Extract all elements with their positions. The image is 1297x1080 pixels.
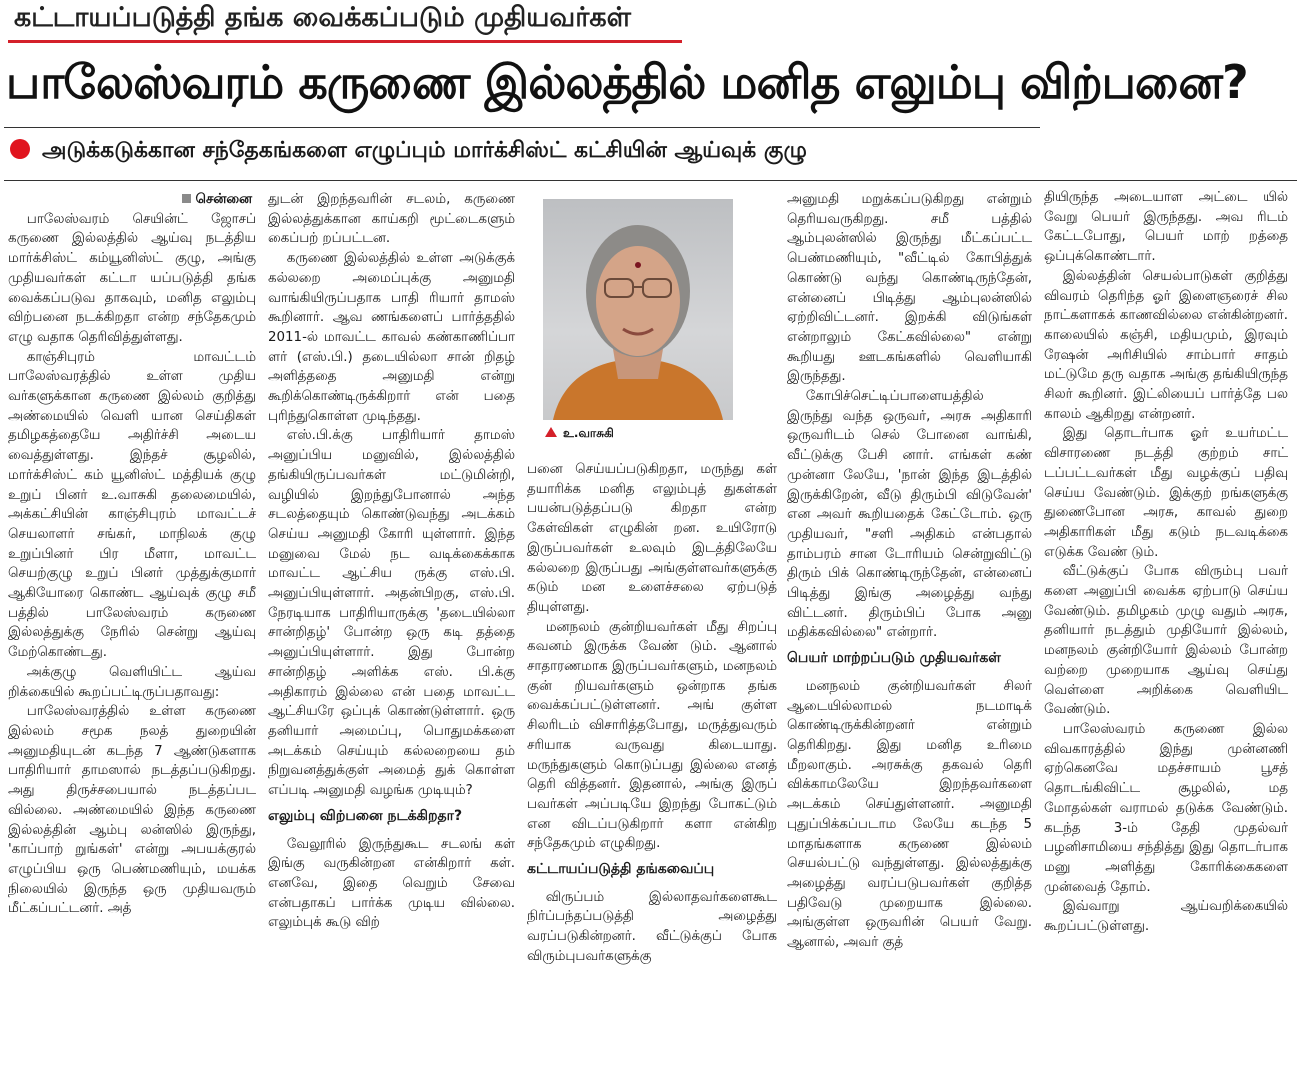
subheadline xyxy=(10,138,1050,178)
paragraph: மனநலம் குன்றியவர்கள் சிலர் ஆடையில்லாமல் நடமாடிக் கொண்டிருக்கின்றனர் என்றும் தெரிகிறது. இது மனித உரிமை மீறலாகும். அரசுக்கு தகவல் தெரி விக்காமலேயே இறந்தவர்களை அடக்கம் செய்துள்ளனர். அனுமதி புதுப்பிக்கப்படாம லேயே கடந்த 5 மாதங்களாக கருணை இல்லம் செயல்பட்டு வந்துள்ளது. இல்லத்துக்கு அழைத்து வரப்படுபவர்கள் குறித்த பதிவேடு முறையாக இல்லை. அங்குள்ள ஒருவரின் பெயர் வேறு. ஆனால், அவர் குத் xyxy=(787,678,1032,951)
paragraph: பனை செய்யப்படுகிறதா, மருந்து கள் தயாரிக்க மனித எலும்புத் துகள்கள் பயன்படுத்தப்படு கிறதா என்ற கேள்விகள் எழுகின் றன. உயிரோடு இருப்பவர்கள் உலவும் இடத்திலேயே கல்லறை இருப்பது அங்குள்ளவர்களுக்கு கடும் மன உளைச்சலை ஏற்படுத் தியுள்ளது. xyxy=(527,462,777,615)
subheadline-rule xyxy=(4,180,1297,181)
main-headline: பாலேஸ்வரம் கருணை இல்லத்தில் மனித எலும்பு விற்பனை? xyxy=(6,55,1248,109)
photo-caption-text: உ.வாசுகி xyxy=(563,426,614,440)
subheadline-text: அடுக்கடுக்கான சந்தேகங்களை எழுப்பும் மார்க்சிஸ்ட் கட்சியின் ஆய்வுக் குழு xyxy=(42,138,807,163)
paragraph: விருப்பம் இல்லாதவர்களைகூட நிர்ப்பந்தப்படுத்தி அழைத்து வரப்படுகின்றனர். வீட்டுக்குப் போக விரும்புபவர்களுக்கு xyxy=(527,889,777,964)
paragraph: துடன் இறந்தவரின் சடலம், கருணை இல்லத்துக்கான காய்கறி மூட்டைகளும் கைப்பற் றப்பட்டன. xyxy=(268,192,515,247)
kicker-underline xyxy=(8,40,682,43)
portrait-illustration xyxy=(543,199,733,420)
portrait-photo xyxy=(543,199,733,420)
paragraph: இவ்வாறு ஆய்வறிக்கையில் கூறப்பட்டுள்ளது. xyxy=(1044,899,1288,935)
column-1 xyxy=(8,190,256,1074)
column-5 xyxy=(1044,188,1288,1076)
paragraph: கருணை இல்லத்தில் உள்ள அடுக்குக் கல்லறை அமைப்புக்கு அனுமதி வாங்கியிருப்பதாக பாதி ரியார் தாமஸ் கூறினார். ஆவ ணங்களைப் பார்த்ததில் 2011-ல் மாவட்ட காவல் கண்காணிப்பா ளர் (எஸ்.பி.) தடையில்லா சான் றிதழ் அளித்ததை அனுமதி என்று கூறிக்கொண்டிருக்கிறார் என் பதை புரிந்துகொள்ள முடிந்தது. xyxy=(268,251,515,424)
paragraph: வீட்டுக்குப் போக விரும்பு பவர் களை அனுப்பி வைக்க ஏற்பாடு செய்ய வேண்டும். தமிழகம் முழு வதும் அரசு, தனியார் நடத்தும் முதியோர் இல்லம், மனநலம் குன்றியோர் இல்லம் போன்ற வற்றை முறையாக ஆய்வு செய்து வெள்ளை அறிக்கை வெளியிட வேண்டும். xyxy=(1044,564,1288,718)
dateline xyxy=(8,190,252,210)
triangle-bullet-icon xyxy=(545,427,557,437)
paragraph: காஞ்சிபுரம் மாவட்டம் பாலேஸ்வரத்தில் உள்ள முதிய வர்களுக்கான கருணை இல்லம் குறித்து அண்மையில் வெளி யான செய்திகள் தமிழகத்தையே அதிர்ச்சி அடைய வைத்துள்ளது. இந்தச் சூழலில், மார்க்சிஸ்ட் கம் யூனிஸ்ட் மத்தியக் குழு உறுப் பினர் உ.வாசுகி தலைமையில், அக்கட்சியின் காஞ்சிபுரம் மாவட்டச் செயலாளர் சங்கர், மாநிலக் குழு உறுப்பினர் பிர மீளா, மாவட்ட செயற்குழு உறுப் பினர் முத்துக்குமார் ஆகியோரை கொண்ட ஆய்வுக் குழு சமீ பத்தில் பாலேஸ்வரம் கருணை இல்லத்துக்கு நேரில் சென்று ஆய்வு மேற்கொண்டது. xyxy=(8,349,256,661)
column-3 xyxy=(527,460,777,1074)
headline-rule xyxy=(4,127,1040,128)
paragraph: பாலேஸ்வரத்தில் உள்ள கருணை இல்லம் சமூக நலத் துறையின் அனுமதியுடன் கடந்த 7 ஆண்டுகளாக பாதிரியார் தாமஸால் நடத்தப்படுகிறது. அது திருச்சபையால் நடத்தப்பட வில்லை. அண்மையில் இந்த கருணை இல்லத்தின் ஆம்பு லன்ஸில் இருந்து, 'காப்பாற் றுங்கள்' என்று அபயக்குரல் எழுப்பிய ஒரு பெண்மணியும், மயக்க நிலையில் இருந்த ஒரு முதியவரும் மீட்கப்பட்டனர். அத் xyxy=(8,704,256,917)
dateline-text: சென்னை xyxy=(195,192,252,207)
column-4 xyxy=(787,190,1032,1074)
section-heading: பெயர் மாற்றப்படும் முதியவர்கள் xyxy=(787,650,1001,667)
column-2 xyxy=(268,190,515,1074)
paragraph: மனநலம் குன்றியவர்கள் மீது சிறப்பு கவனம் இருக்க வேண் டும். ஆனால் சாதாரணமாக இருப்பவர்களும், மனநலம் குன் றியவர்களும் ஒன்றாக தங்க வைக்கப்பட்டுள்ளனர். அங் குள்ள சிலரிடம் விசாரித்தபோது, மருத்துவரும் சரியாக வருவது கிடையாது. மருந்துகளும் கொடுப்பது இல்லை எனத் தெரி வித்தனர். இதனால், அங்கு இருப் பவர்கள் அப்படியே இறந்து போகட்டும் என விடப்படுகிறார் களா என்கிற சந்தேகமும் எழுகிறது. xyxy=(527,619,777,852)
paragraph: அனுமதி மறுக்கப்படுகிறது என்றும் தெரியவருகிறது. சமீ பத்தில் ஆம்புலன்ஸில் இருந்து மீட்கப்பட்ட பெண்மணியும், "வீட்டில் கோபித்துக் கொண்டு வந்து கொண்டிருந்தேன், என்னைப் பிடித்து ஆம்புலன்ஸில் ஏற்றிவிட்டனர். இறக்கி விடுங்கள் என்றாலும் கேட்கவில்லை" என்று கூறியது ஊடகங்களில் வெளியாகி இருந்தது. xyxy=(787,192,1032,385)
paragraph: கோபிச்செட்டிப்பாளையத்தில் இருந்து வந்த ஒருவர், அரசு அதிகாரி ஒருவரிடம் செல் போனை வாங்கி, வீட்டுக்கு பேசி னார். எங்கள் கண் முன்னா லேயே, 'நான் இந்த இடத்தில் இருக்கிறேன், வீடு திரும்பி விடுவேன்' என அவர் கூறியதைக் கேட்டோம். ஒரு முதியவர், "சளி அதிகம் என்பதால் தாம்பரம் சான டோரியம் சென்றுவிட்டு திரும் பிக் கொண்டிருந்தேன், என்னைப் பிடித்து இங்கு அழைத்து வந்து விட்டனர். திரும்பிப் போக அனு மதிக்கவில்லை" என்றார். xyxy=(787,389,1032,641)
kicker-headline: கட்டாயப்படுத்தி தங்க வைக்கப்படும் முதியவர்கள் xyxy=(14,2,631,33)
section-heading: எலும்பு விற்பனை நடக்கிறதா? xyxy=(268,807,463,824)
paragraph: தியிருந்த அடையாள அட்டை யில் வேறு பெயர் இருந்தது. அவ ரிடம் கேட்டபோது, பெயர் மாற் றத்தை ஒப்புக்கொண்டார். xyxy=(1044,190,1288,265)
paragraph: வேலூரில் இருந்துகூட சடலங் கள் இங்கு வருகின்றன என்கிறார் கள். எனவே, இதை வெறும் சேவை என்பதாகப் பார்க்க முடிய வில்லை. எலும்புக் கூடு விற் xyxy=(268,836,515,931)
section-heading: கட்டாயப்படுத்தி தங்கவைப்பு xyxy=(527,861,715,878)
paragraph: எஸ்.பி.க்கு பாதிரியார் தாமஸ் அனுப்பிய மனுவில், இல்லத்தில் தங்கியிருப்பவர்கள் மட்டுமின்றி, வழியில் இறந்துபோனால் அந்த சடலத்தையும் கொண்டுவந்து அடக்கம் செய்ய அனுமதி கோரி யுள்ளார். இந்த மனுவை மேல் நட வடிக்கைக்காக மாவட்ட ஆட்சிய ருக்கு எஸ்.பி. அனுப்பியுள்ளார். அதன்பிறகு, எஸ்.பி. நேரடியாக பாதிரியாருக்கு 'தடையில்லா சான்றிதழ்' போன்ற ஒரு கடி தத்தை அனுப்பியுள்ளார். இது போன்ற சான்றிதழ் அளிக்க எஸ். பி.க்கு அதிகாரம் இல்லை என் பதை மாவட்ட ஆட்சியரே ஒப்புக் கொண்டுள்ளார். ஒரு தனியார் அமைப்பு, பொதுமக்களை அடக்கம் செய்யும் கல்லறையை தம் நிறுவனத்துக்குள் அமைத் துக் கொள்ள எப்படி அனுமதி வழங்க முடியும்? xyxy=(268,428,515,799)
photo-caption xyxy=(545,426,735,446)
paragraph: பாலேஸ்வரம் செயின்ட் ஜோசப் கருணை இல்லத்தில் ஆய்வு நடத்திய மார்க்சிஸ்ட் கம்யூனிஸ்ட் குழு, அங்கு முதியவர்கள் கட்டா யப்படுத்தி தங்க வைக்கப்படுவ தாகவும், மனித எலும்பு விற்பனை நடக்கிறதா என்ற சந்தேகமும் எழு வதாக தெரிவித்துள்ளது. xyxy=(8,211,256,345)
paragraph: இது தொடர்பாக ஓர் உயர்மட்ட விசாரணை நடத்தி குற்றம் சாட் டப்பட்டவர்கள் மீது வழக்குப் பதிவு செய்ய வேண்டும். இக்குற் றங்களுக்கு துணைபோன அரசு, காவல் துறை அதிகாரிகள் மீது கடும் நடவடிக்கை எடுக்க வேண் டும். xyxy=(1044,426,1288,560)
paragraph: இல்லத்தின் செயல்பாடுகள் குறித்து விவரம் தெரிந்த ஓர் இளைஞரைச் சில நாட்களாகக் காணவில்லை என்கின்றனர். காலையில் கஞ்சி, மதியமும், இரவும் ரேஷன் அரிசியில் சாம்பார் சாதம் மட்டுமே தரு வதாக அங்கு தங்கியிருந்த சிலர் கூறினர். இட்லியைப் பார்த்தே பல காலம் ஆகிறது என்றனர். xyxy=(1044,268,1288,422)
red-bullet-icon xyxy=(10,139,30,159)
paragraph: அக்குழு வெளியிட்ட ஆய்வ றிக்கையில் கூறப்பட்டிருப்பதாவது: xyxy=(8,664,256,700)
paragraph: பாலேஸ்வரம் கருணை இல்ல விவகாரத்தில் இந்து முன்னணி ஏற்கெனவே மதச்சாயம் பூசத் தொடங்கிவிட்ட சூழலில், மத மோதல்கள் வராமல் தடுக்க வேண்டும். கடந்த 3-ம் தேதி முதல்வர் பழனிசாமியை சந்தித்து இது தொடர்பாக மனு அளித்து கோரிக்கைகளை முன்வைத் தோம். xyxy=(1044,721,1288,895)
square-bullet-icon xyxy=(182,194,191,203)
